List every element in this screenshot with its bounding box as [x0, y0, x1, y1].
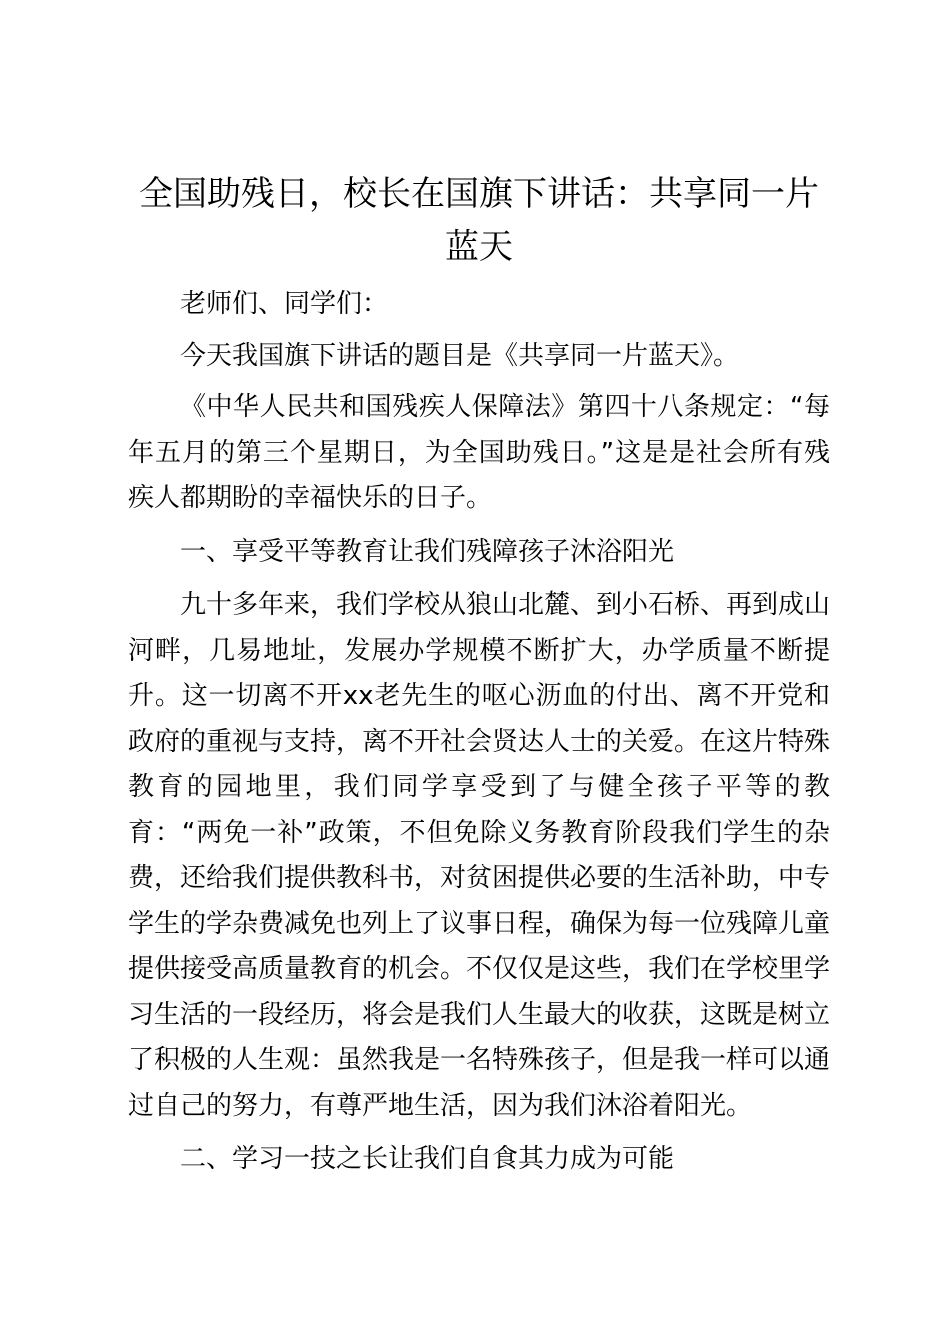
law-citation-paragraph: 《中华人民共和国残疾人保障法》第四十八条规定：“每年五月的第三个星期日，为全国助残日。”这是是社会所有残疾人都期盼的幸福快乐的日子。: [128, 392, 830, 513]
document-title: 全国助残日，校长在国旗下讲话：共享同一片蓝天: [139, 174, 819, 267]
section-heading-1: 一、享受平等教育让我们残障孩子沐浴阳光: [180, 536, 675, 567]
document-page: [128, 168, 830, 1191]
salutation: 老师们、同学们：: [180, 289, 389, 319]
body-paragraph: 九十多年来，我们学校从狼山北麓、到小石桥、再到成山河畔，几易地址，发展办学规模不断扩大，办学质量不断提升。这一切离不开xx老先生的呕心沥血的付出、离不开党和政府的重视与支持，离不开社会贤达人士的关爱。在这片特殊教育的园地里，我们同学享受到了与健全孩子平等的教育：“两免一补”政策，不但免除义务教育阶段我们学生的杂费，还给我们提供教科书，对贫困提供必要的生活补助，中专学生的学杂费减免也列上了议事日程，确保为每一位残障儿童提供接受高质量教育的机会。不仅仅是这些，我们在学校里学习生活的一段经历，将会是我们人生最大的收获，这既是树立了积极的人生观：虽然我是一名特殊孩子，但是我一样可以通过自己的努力，有尊严地生活，因为我们沐浴着阳光。: [128, 590, 831, 1121]
speech-topic: 今天我国旗下讲话的题目是《共享同一片蓝天》。: [180, 340, 740, 371]
section-heading-2: 二、学习一技之长让我们自食其力成为可能: [180, 1144, 675, 1174]
